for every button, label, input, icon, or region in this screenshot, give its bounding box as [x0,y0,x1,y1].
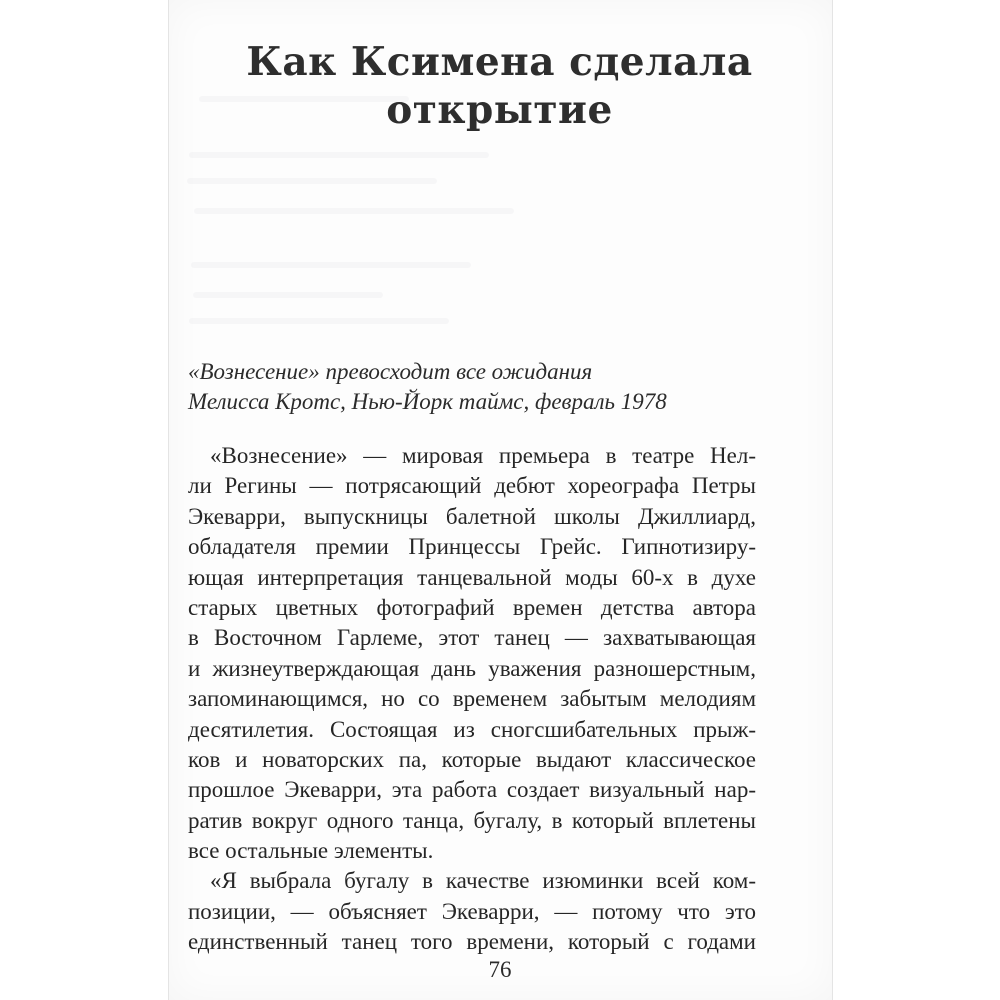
body-line: старых цветных фотографий времен детства автора [188,594,756,620]
body-line: запоминающимся, но со временем забытым мелодиям [188,686,756,712]
body-line: позиции, — объясняет Экеварри, — потому что это [188,898,756,924]
epigraph-attribution: Мелисса Кротс, Нью-Йорк таймс, февраль 1978 [188,389,667,414]
body-line: обладателя премии Принцессы Грейс. Гипнотизиру- [188,534,756,560]
page-number: 76 [488,957,512,982]
chapter-title-line-1: Как Ксимена сделала [246,39,753,85]
body-line: «Я выбрала бугалу в качестве изюминки всей ком- [210,868,756,894]
body-line: ратив вокруг одного танца, бугалу, в который вплетены [188,807,756,833]
chapter-title [186,38,813,134]
body-line: прошлое Экеварри, эта работа создает визуальный нар- [188,777,756,803]
body-line: единственный танец того времени, который с годами [188,929,756,955]
body-line: ющая интерпретация танцевальной моды 60-х в духе [188,564,756,590]
body-line: в Восточном Гарлеме, этот танец — захватывающая [188,625,756,651]
body-line: и жизнеутверждающая дань уважения разношерстным, [188,655,756,681]
body-line: «Вознесение» — мировая премьера в театре Нел- [210,443,756,468]
body-line: десятилетия. Состоящая из сногсшибательных прыж- [188,716,756,742]
epigraph [188,357,813,417]
chapter-title-line-2: открытие [386,87,613,133]
epigraph-headline: «Вознесение» превосходит все ожидания [188,359,593,384]
body-text [188,441,756,958]
body-line: ли Регины — потрясающий дебют хореографа Петры [188,473,756,499]
body-line: все остальные элементы. [188,838,434,864]
body-line: ков и новаторских па, которые выдают классическое [188,746,756,772]
body-line: Экеварри, выпускницы балетной школы Джиллиард, [188,503,756,529]
